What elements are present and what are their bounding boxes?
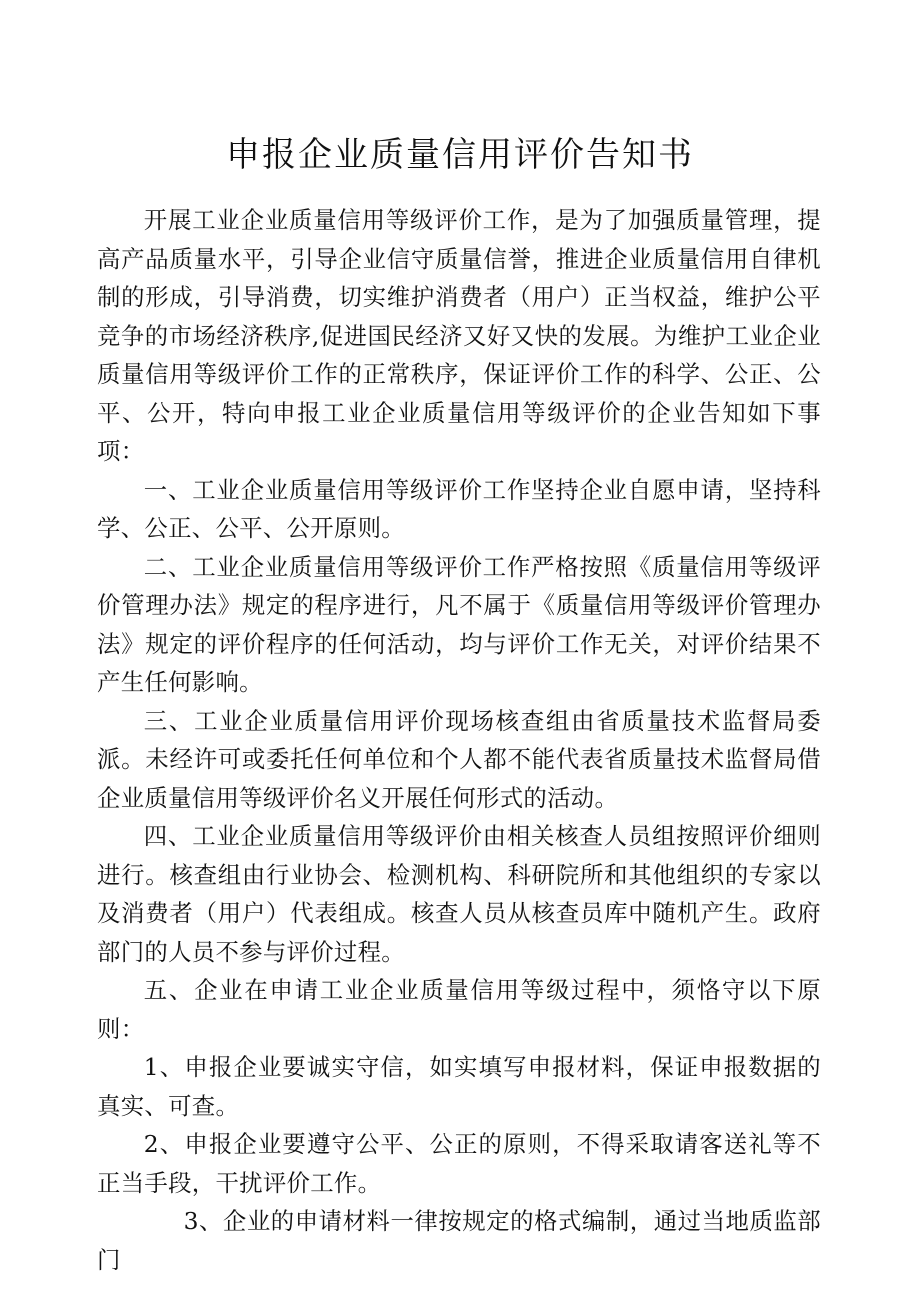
item-4-paragraph: 四、工业企业质量信用等级评价由相关核查人员组按照评价细则进行。核查组由行业协会、检测机构、科研院所和其他组织的专家以及消费者（用户）代表组成。核查人员从核查员库中随机产生。政府部门的人员不参与评价过程。 xyxy=(97,822,821,966)
document-body xyxy=(97,201,821,1279)
sub-item-1-paragraph: 1、申报企业要诚实守信，如实填写申报材料，保证申报数据的真实、可查。 xyxy=(97,1053,821,1120)
sub-item-2-paragraph: 2、申报企业要遵守公平、公正的原则，不得采取请客送礼等不正当手段，干扰评价工作。 xyxy=(97,1130,821,1197)
item-1-paragraph: 一、工业企业质量信用等级评价工作坚持企业自愿申请，坚持科学、公正、公平、公开原则。 xyxy=(97,475,821,542)
item-5-paragraph: 五、企业在申请工业企业质量信用等级过程中，须恪守以下原则： xyxy=(97,976,821,1043)
item-2-paragraph: 二、工业企业质量信用等级评价工作严格按照《质量信用等级评价管理办法》规定的程序进行，凡不属于《质量信用等级评价管理办法》规定的评价程序的任何活动，均与评价工作无关，对评价结果不产生任何影响。 xyxy=(97,552,821,696)
document-title: 申报企业质量信用评价告知书 xyxy=(226,135,694,175)
item-3-paragraph: 三、工业企业质量信用评价现场核查组由省质量技术监督局委派。未经许可或委托任何单位和个人都不能代表省质量技术监督局借企业质量信用等级评价名义开展任何形式的活动。 xyxy=(97,706,821,812)
intro-paragraph: 开展工业企业质量信用等级评价工作，是为了加强质量管理，提高产品质量水平，引导企业信守质量信誉，推进企业质量信用自律机制的形成，引导消费，切实维护消费者（用户）正当权益，维护公平竞争的市场经济秩序,促进国民经济又好又快的发展。为维护工业企业质量信用等级评价工作的正常秩序，保证评价工作的科学、公正、公平、公开，特向申报工业企业质量信用等级评价的企业告知如下事项： xyxy=(97,206,821,465)
sub-item-3-paragraph: 3、企业的申请材料一律按规定的格式编制，通过当地质监部门 xyxy=(97,1207,821,1274)
